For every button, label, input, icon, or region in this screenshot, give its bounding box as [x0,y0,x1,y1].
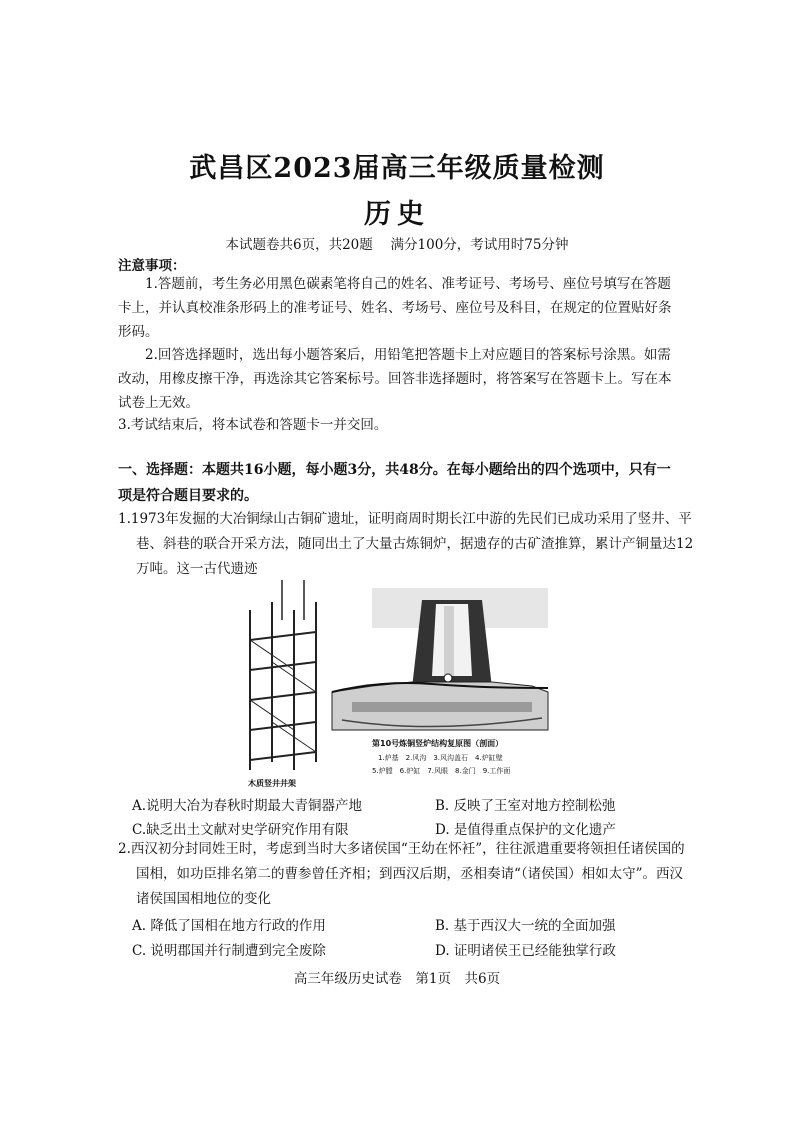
q1-option-a[interactable]: A.说明大冶为春秋时期最大青铜器产地 [132,798,363,814]
figure-legend-line2: 5.炉膛 6.炉缸 7.风眼 8.金门 9.工作面 [372,767,511,775]
q2-option-a[interactable]: A. 降低了国相在地方行政的作用 [132,918,326,934]
exam-title: 武昌区2023届高三年级质量检测 [189,153,605,184]
exam-info: 本试题卷共6页，共20题 满分100分，考试用时75分钟 [225,237,569,253]
note-item: 1.答题前，考生务必用黑色碳素笔将自己的姓名、准考证号、考场号、座位号填写在答题卡上，并认真校准条形码上的准考证号、姓名、考场号、座位号及科目，在规定的位置贴好条形码。 [118,276,672,340]
shaft-frame-drawing [250,580,316,770]
q1-option-c[interactable]: C.缺乏出土文献对史学研究作用有限 [132,822,349,838]
q2-option-c[interactable]: C. 说明郡国并行制遭到完全废除 [132,943,326,959]
section-heading: 一、选择题：本题共16小题，每小题3分，共48分。在每小题给出的四个选项中，只有一项是符合题目要求的。 [118,462,671,504]
figure-left-caption: 木质竖井井架 [248,779,296,788]
figure-legend-line1: 1.炉基 2.风沟 3.风沟盖石 4.炉缸壁 [378,754,503,762]
figure-right-caption: 第10号炼铜竖炉结构复原图（剖面） [372,739,504,748]
furnace-cross-section-drawing [332,588,548,730]
note-item: 3.考试结束后，将本试卷和答题卡一并交回。 [118,417,388,433]
subject-title: 历史 [364,199,430,230]
page-footer: 高三年级历史试卷 第1页 共6页 [293,971,501,987]
notes-heading: 注意事项： [118,258,186,274]
q1-option-b[interactable]: B. 反映了王室对地方控制松弛 [435,798,616,814]
q2-option-b[interactable]: B. 基于西汉大一统的全面加强 [435,918,616,934]
question-2-stem: 2.西汉初分封同姓王时，考虑到当时大多诸侯国“王幼在怀衽”，往往派遣重要将领担任诸侯国的国相，如功臣排名第二的曹参曾任齐相；到西汉后期，丞相奏请“（诸侯国）相如太守”。西汉诸侯国国相地位的变化 [118,841,685,907]
q1-option-d[interactable]: D. 是值得重点保护的文化遗产 [435,822,616,838]
question-1-figure [232,580,552,792]
question-1-stem: 1.1973年发掘的大冶铜绿山古铜矿遗址，证明商周时期长江中游的先民们已成功采用了竖井、平巷、斜巷的联合开采方法，随同出土了大量古炼铜炉，据遗存的古矿渣推算，累计产铜量达12万吨。这一古代遗迹 [118,511,694,577]
q2-option-d[interactable]: D. 证明诸侯王已经能独掌行政 [435,943,616,959]
note-item: 2.回答选择题时，选出每小题答案后，用铅笔把答题卡上对应题目的答案标号涂黑。如需改动，用橡皮擦干净，再选涂其它答案标号。回答非选择题时，将答案写在答题卡上。写在本试卷上无效。 [118,347,672,411]
